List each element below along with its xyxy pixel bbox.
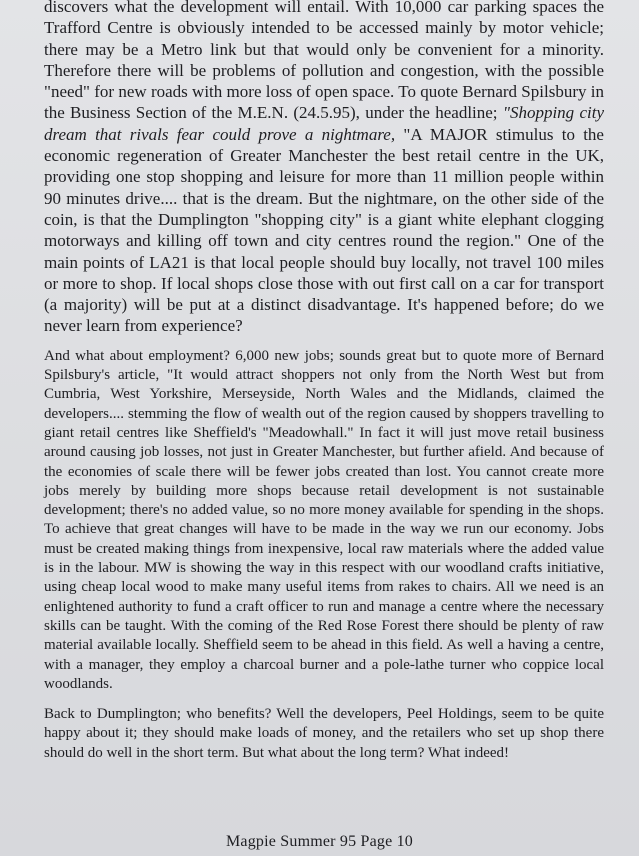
paragraph-1-text-a: discovers what the development will entail. With 10,000 car parking spaces the Trafford Centre is obviously intended to be accessed mainly by motor vehicle; there may be a Metro link but that would only be convenient for a minority. Therefore there will be problems of pollution and congestion, with the possible "need" for new roads with more loss of open space. To quote Bernard Spilsbury in the Business Section of the M.E.N. (24.5.95), under the headline; (44, 0, 604, 123)
article-body (44, 0, 604, 763)
paragraph-1-text-b: "A MAJOR stimulus to the economic regeneration of Greater Manchester the best retail centre in the UK, providing one stop shopping and leisure for more than 11 million people within 90 minutes drive.... that is the dream. But the nightmare, on the other side of the coin, is that the Dumplington "shopping city" is a giant white elephant clogging motorways and killing off town and city centres round the region." One of the main points of LA21 is that local people should buy locally, not travel 100 miles or more to shop. If local shops close those with out first call on a car for transport (a majority) will be put at a distinct disadvantage. It's happened before; do we never learn from experience? (44, 124, 604, 336)
page-footer: Magpie Summer 95 Page 10 (226, 833, 413, 850)
paragraph-employment: And what about employment? 6,000 new jobs; sounds great but to quote more of Bernard Spilsbury's article, "It would attract shoppers not only from the North West but from Cumbria, West Yorkshire, Merseyside, North Wales and the Midlands, claimed the developers.... stemming the flow of wealth out of the region caused by shoppers travelling to giant retail centres like Sheffield's "Meadowhall." In fact it will just move retail business around causing job losses, not just in Greater Manchester, but further afield. And because of the economies of scale there will be fewer jobs created than lost. You cannot create more jobs merely by building more shops because retail development is not sustainable development; there's no added value, so no more money available for spending in the shops. To achieve that great changes will have to be made in the way we run our economy. Jobs must be created making things from inexpensive, local raw materials where the added value is in the labour. MW is showing the way in this respect with our woodland crafts initiative, using cheap local wood to make many useful items from rakes to chairs. All we need is an enlightened authority to fund a craft officer to run and manage a centre where the necessary skills can be taught. With the coming of the Red Rose Forest there should be plenty of raw material available locally. Sheffield seem to be ahead in this field. As well a having a centre, with a manager, they employ a charcoal burner and a pole-lathe turner who coppice local woodlands. (44, 347, 604, 692)
headline-quote: "Shopping city dream that rivals fear could prove a nightmare, (44, 103, 604, 144)
paragraph-trafford-centre (44, 0, 604, 337)
paragraph-who-benefits: Back to Dumplington; who benefits? Well the developers, Peel Holdings, seem to be quite happy about it; they should make loads of money, and the retailers who set up shop there should do well in the short term. But what about the long term? What indeed! (44, 706, 604, 761)
